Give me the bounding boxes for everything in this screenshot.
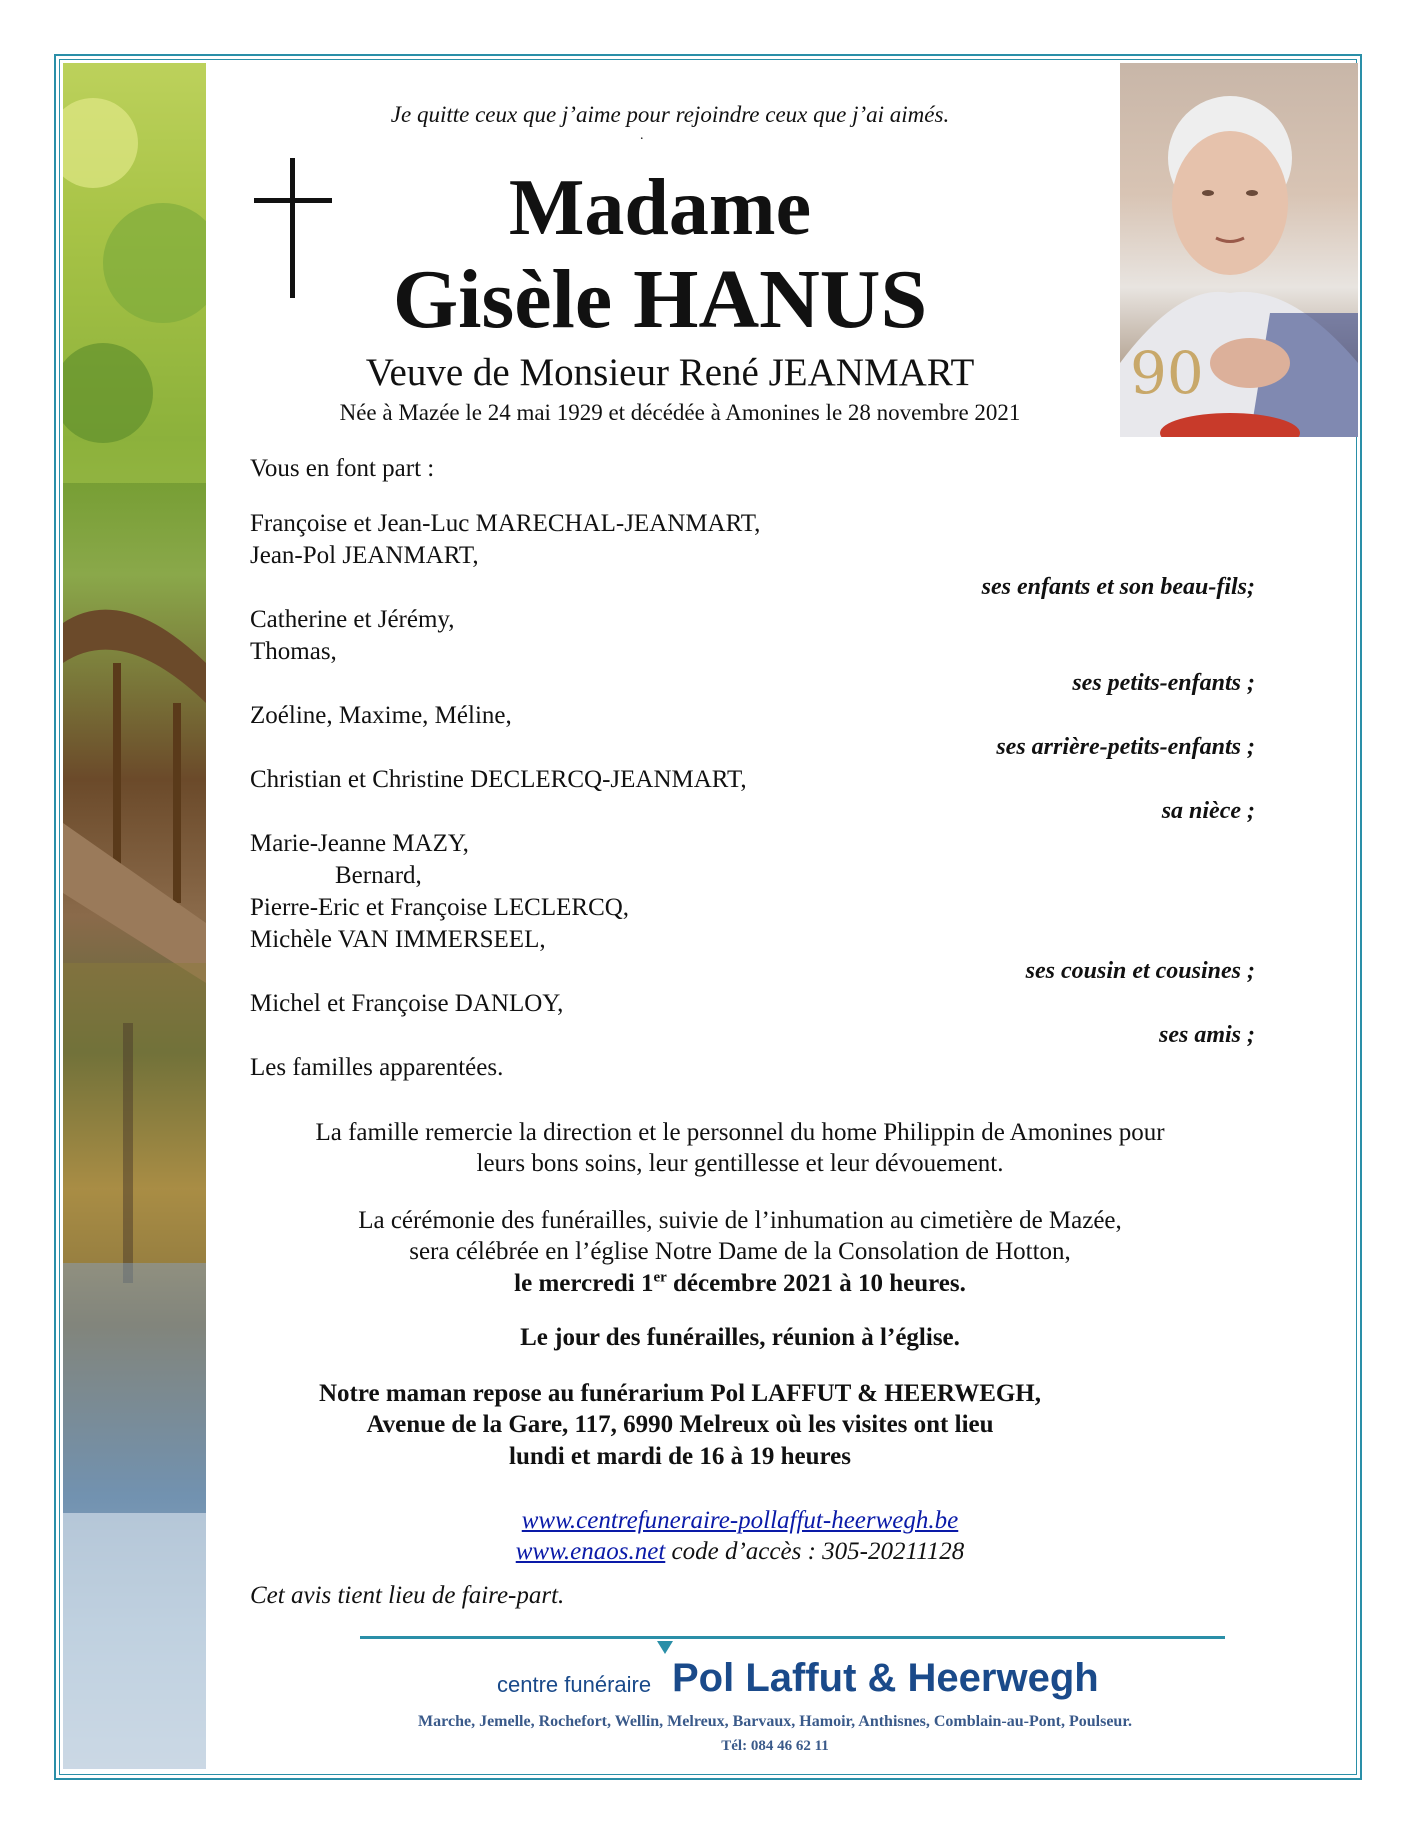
funeral-home-link[interactable]: www.centrefuneraire-pollaffut-heerwegh.be (521, 1507, 959, 1534)
footer-note: Cet avis tient lieu de faire-part. (250, 1582, 565, 1609)
links-block (260, 1505, 1220, 1568)
family-role: ses arrière-petits-enfants ; (996, 734, 1255, 760)
meeting-text: Le jour des funérailles, réunion à l’église. (520, 1324, 960, 1351)
birth-death-dates: Née à Mazée le 24 mai 1929 et décédée à Amonines le 28 novembre 2021 (339, 400, 1021, 425)
family-line: Christian et Christine DECLERCQ-JEANMART, (250, 766, 747, 793)
thanks-text: La famille remercie la direction et le personnel du home Philippin de Amonines pour leurs bons soins, leur gentillesse et leur dévouement. (315, 1119, 1165, 1178)
portrait-image (1120, 63, 1358, 437)
related-families: Les familles apparentées. (250, 1054, 504, 1081)
title-madame: Madame (508, 164, 812, 252)
landscape-photo (63, 63, 206, 1769)
family-role: sa nièce ; (1161, 798, 1255, 824)
family-line: Françoise et Jean-Luc MARECHAL-JEANMART, (250, 510, 761, 537)
family-line: Catherine et Jérémy, (250, 606, 455, 633)
family-line: Marie-Jeanne MAZY, (250, 830, 469, 857)
family-role: ses enfants et son beau-fils; (981, 574, 1255, 600)
family-line: Michel et Françoise DANLOY, (250, 990, 564, 1017)
svg-text:90: 90 (1130, 339, 1204, 407)
logo-phone: Tél: 084 46 62 11 (721, 1738, 829, 1754)
family-role: ses amis ; (1159, 1022, 1255, 1048)
bridge-scene-image (63, 63, 206, 1769)
epigraph-dot: . (640, 128, 644, 143)
family-line: Zoéline, Maxime, Méline, (250, 702, 512, 729)
logo-rule (360, 1636, 1225, 1639)
family-role: ses cousin et cousines ; (1025, 958, 1255, 984)
ceremony-date: le mercredi 1er décembre 2021 à 10 heures. (514, 1269, 966, 1297)
family-line: Jean-Pol JEANMART, (250, 542, 479, 569)
enaos-link[interactable]: www.enaos.net (515, 1538, 666, 1566)
family-line: Bernard, (335, 862, 422, 889)
intro-text: Vous en font part : (250, 455, 435, 482)
family-line: Michèle VAN IMMERSEEL, (250, 926, 546, 953)
ceremony-text: La cérémonie des funérailles, suivie de l’inhumation au cimetière de Mazée, sera célébrée en l’église Notre Dame de la Consolation de Hotton, le mercredi 1er décembre 2021 à 10 heures. (260, 1205, 1220, 1299)
logo-towns: Marche, Jemelle, Rochefort, Wellin, Melreux, Barvaux, Hamoir, Anthisnes, Comblain-au-Pont, Poulseur. (418, 1713, 1132, 1730)
family-role: ses petits-enfants ; (1072, 670, 1255, 696)
deceased-name: Gisèle HANUS (392, 253, 928, 346)
access-code: code d’accès : 305-20211128 (665, 1538, 965, 1566)
epigraph: Je quitte ceux que j’aime pour rejoindre ceux que j’ai aimés. (390, 102, 950, 127)
logo-name: Pol Laffut & Heerwegh (672, 1656, 1099, 1700)
funerarium-info: Notre maman repose au funérarium Pol LAFFUT & HEERWEGH, Avenue de la Gare, 117, 6990 Melreux où les visites ont lieu lundi et mardi de 16 à 19 heures (318, 1380, 1042, 1470)
logo-triangle-icon (657, 1641, 673, 1654)
logo-small-text: centre funéraire (497, 1672, 652, 1697)
family-line: Pierre-Eric et Françoise LECLERCQ, (250, 894, 630, 921)
family-line: Thomas, (250, 638, 337, 665)
widow-of: Veuve de Monsieur René JEANMART (365, 351, 975, 394)
portrait-photo (1120, 63, 1358, 437)
